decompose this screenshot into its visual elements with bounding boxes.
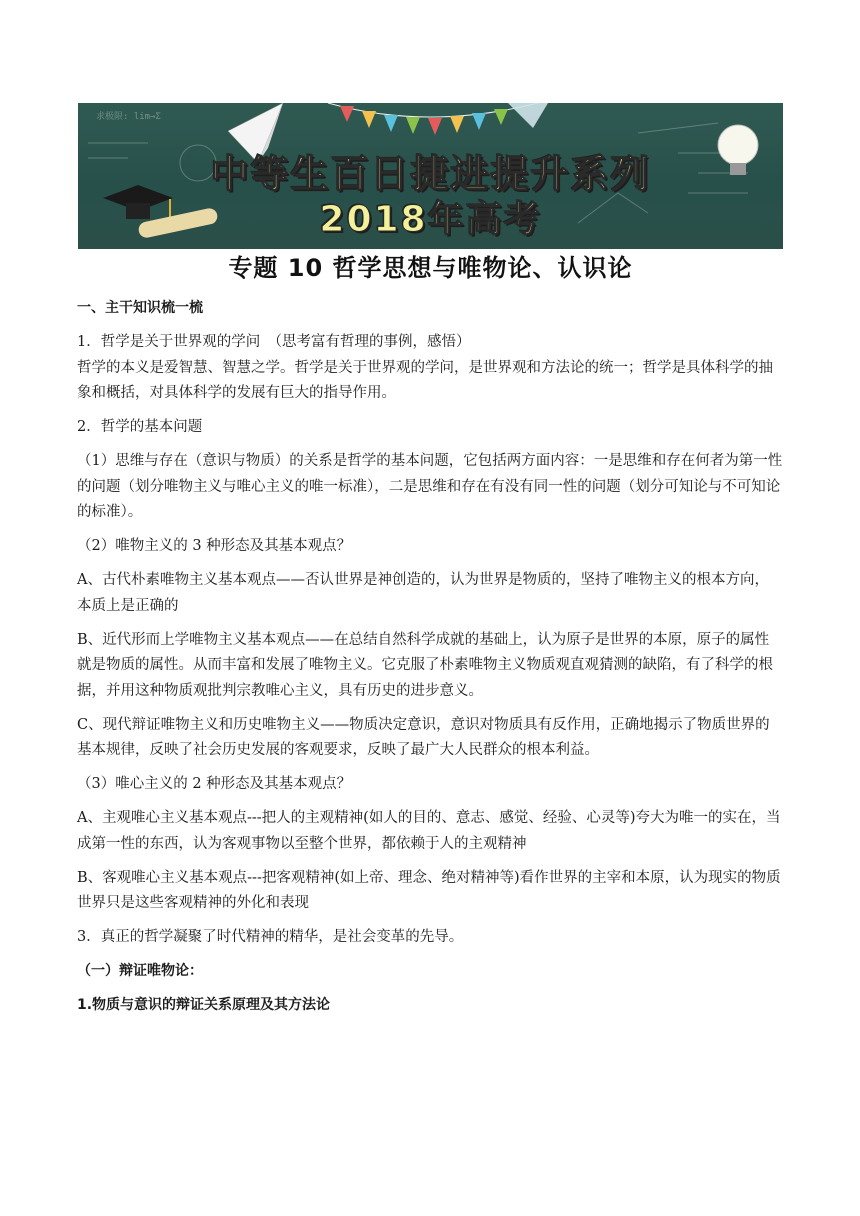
paragraph: （3）唯心主义的 2 种形态及其基本观点？: [77, 776, 352, 792]
banner-subtitle: 2018年高考: [319, 199, 542, 240]
paragraph: B、客观唯心主义基本观点---把客观精神(如上帝、理念、绝对精神等)看作世界的主宰和本原，认为现实的物质世界只是这些客观精神的外化和表现: [77, 869, 781, 911]
section-heading: （一）辩证唯物论：: [77, 963, 203, 979]
paragraph: A、主观唯心主义基本观点---把人的主观精神(如人的目的、意志、感觉、经验、心灵等)夸大为唯一的实在，当成第一性的东西，认为客观事物以至整个世界，都依赖于人的主观精神: [77, 810, 781, 852]
chalk-formula: 求极限: lim→Σ: [96, 112, 161, 122]
paragraph-heading: 1．哲学是关于世界观的学问 （思考富有哲理的事例，感悟）: [77, 334, 471, 350]
paragraph: C、现代辩证唯物主义和历史唯物主义——物质决定意识，意识对物质具有反作用，正确地揭示了物质世界的基本规律，反映了社会历史发展的客观要求，反映了最广大人民群众的根本利益。: [77, 716, 770, 758]
section-heading: 一、主干知识梳一梳: [77, 300, 203, 316]
paragraph: 哲学的本义是爱智慧、智慧之学。哲学是关于世界观的学问，是世界观和方法论的统一；哲学是具体科学的抽象和概括，对具体科学的发展有巨大的指导作用。: [77, 359, 773, 401]
topic-title: 专题 10 哲学思想与唯物论、认识论: [228, 254, 633, 282]
paragraph: A、古代朴素唯物主义基本观点——否认世界是神创造的，认为世界是物质的，坚持了唯物主义的根本方向，本质上是正确的: [77, 572, 769, 614]
paragraph: B、近代形而上学唯物主义基本观点——在总结自然科学成就的基础上，认为原子是世界的本原，原子的属性就是物质的属性。从而丰富和发展了唯物主义。它克服了朴素唯物主义物质观直观猜测的缺陷，有了科学的根据，并用这种物质观批判宗教唯心主义，具有历史的进步意义。: [77, 631, 773, 699]
paragraph-heading: 2．哲学的基本问题: [77, 419, 203, 435]
paragraph: （1）思维与存在（意识与物质）的关系是哲学的基本问题，它包括两方面内容：一是思维和存在何者为第一性的问题（划分唯物主义与唯心主义的唯一标准），二是思维和存在有没有同一性的问题（划分可知论与不可知论的标准）。: [77, 453, 783, 520]
paragraph: 3．真正的哲学凝聚了时代精神的精华，是社会变革的先导。: [77, 929, 464, 945]
header-banner: [78, 103, 783, 249]
document-body: [77, 296, 783, 1027]
banner-title: 中等生百日捷进提升系列: [210, 152, 651, 196]
subsection-heading: 1.物质与意识的辩证关系原理及其方法论: [77, 997, 331, 1013]
paragraph: （2）唯物主义的 3 种形态及其基本观点？: [77, 538, 352, 554]
